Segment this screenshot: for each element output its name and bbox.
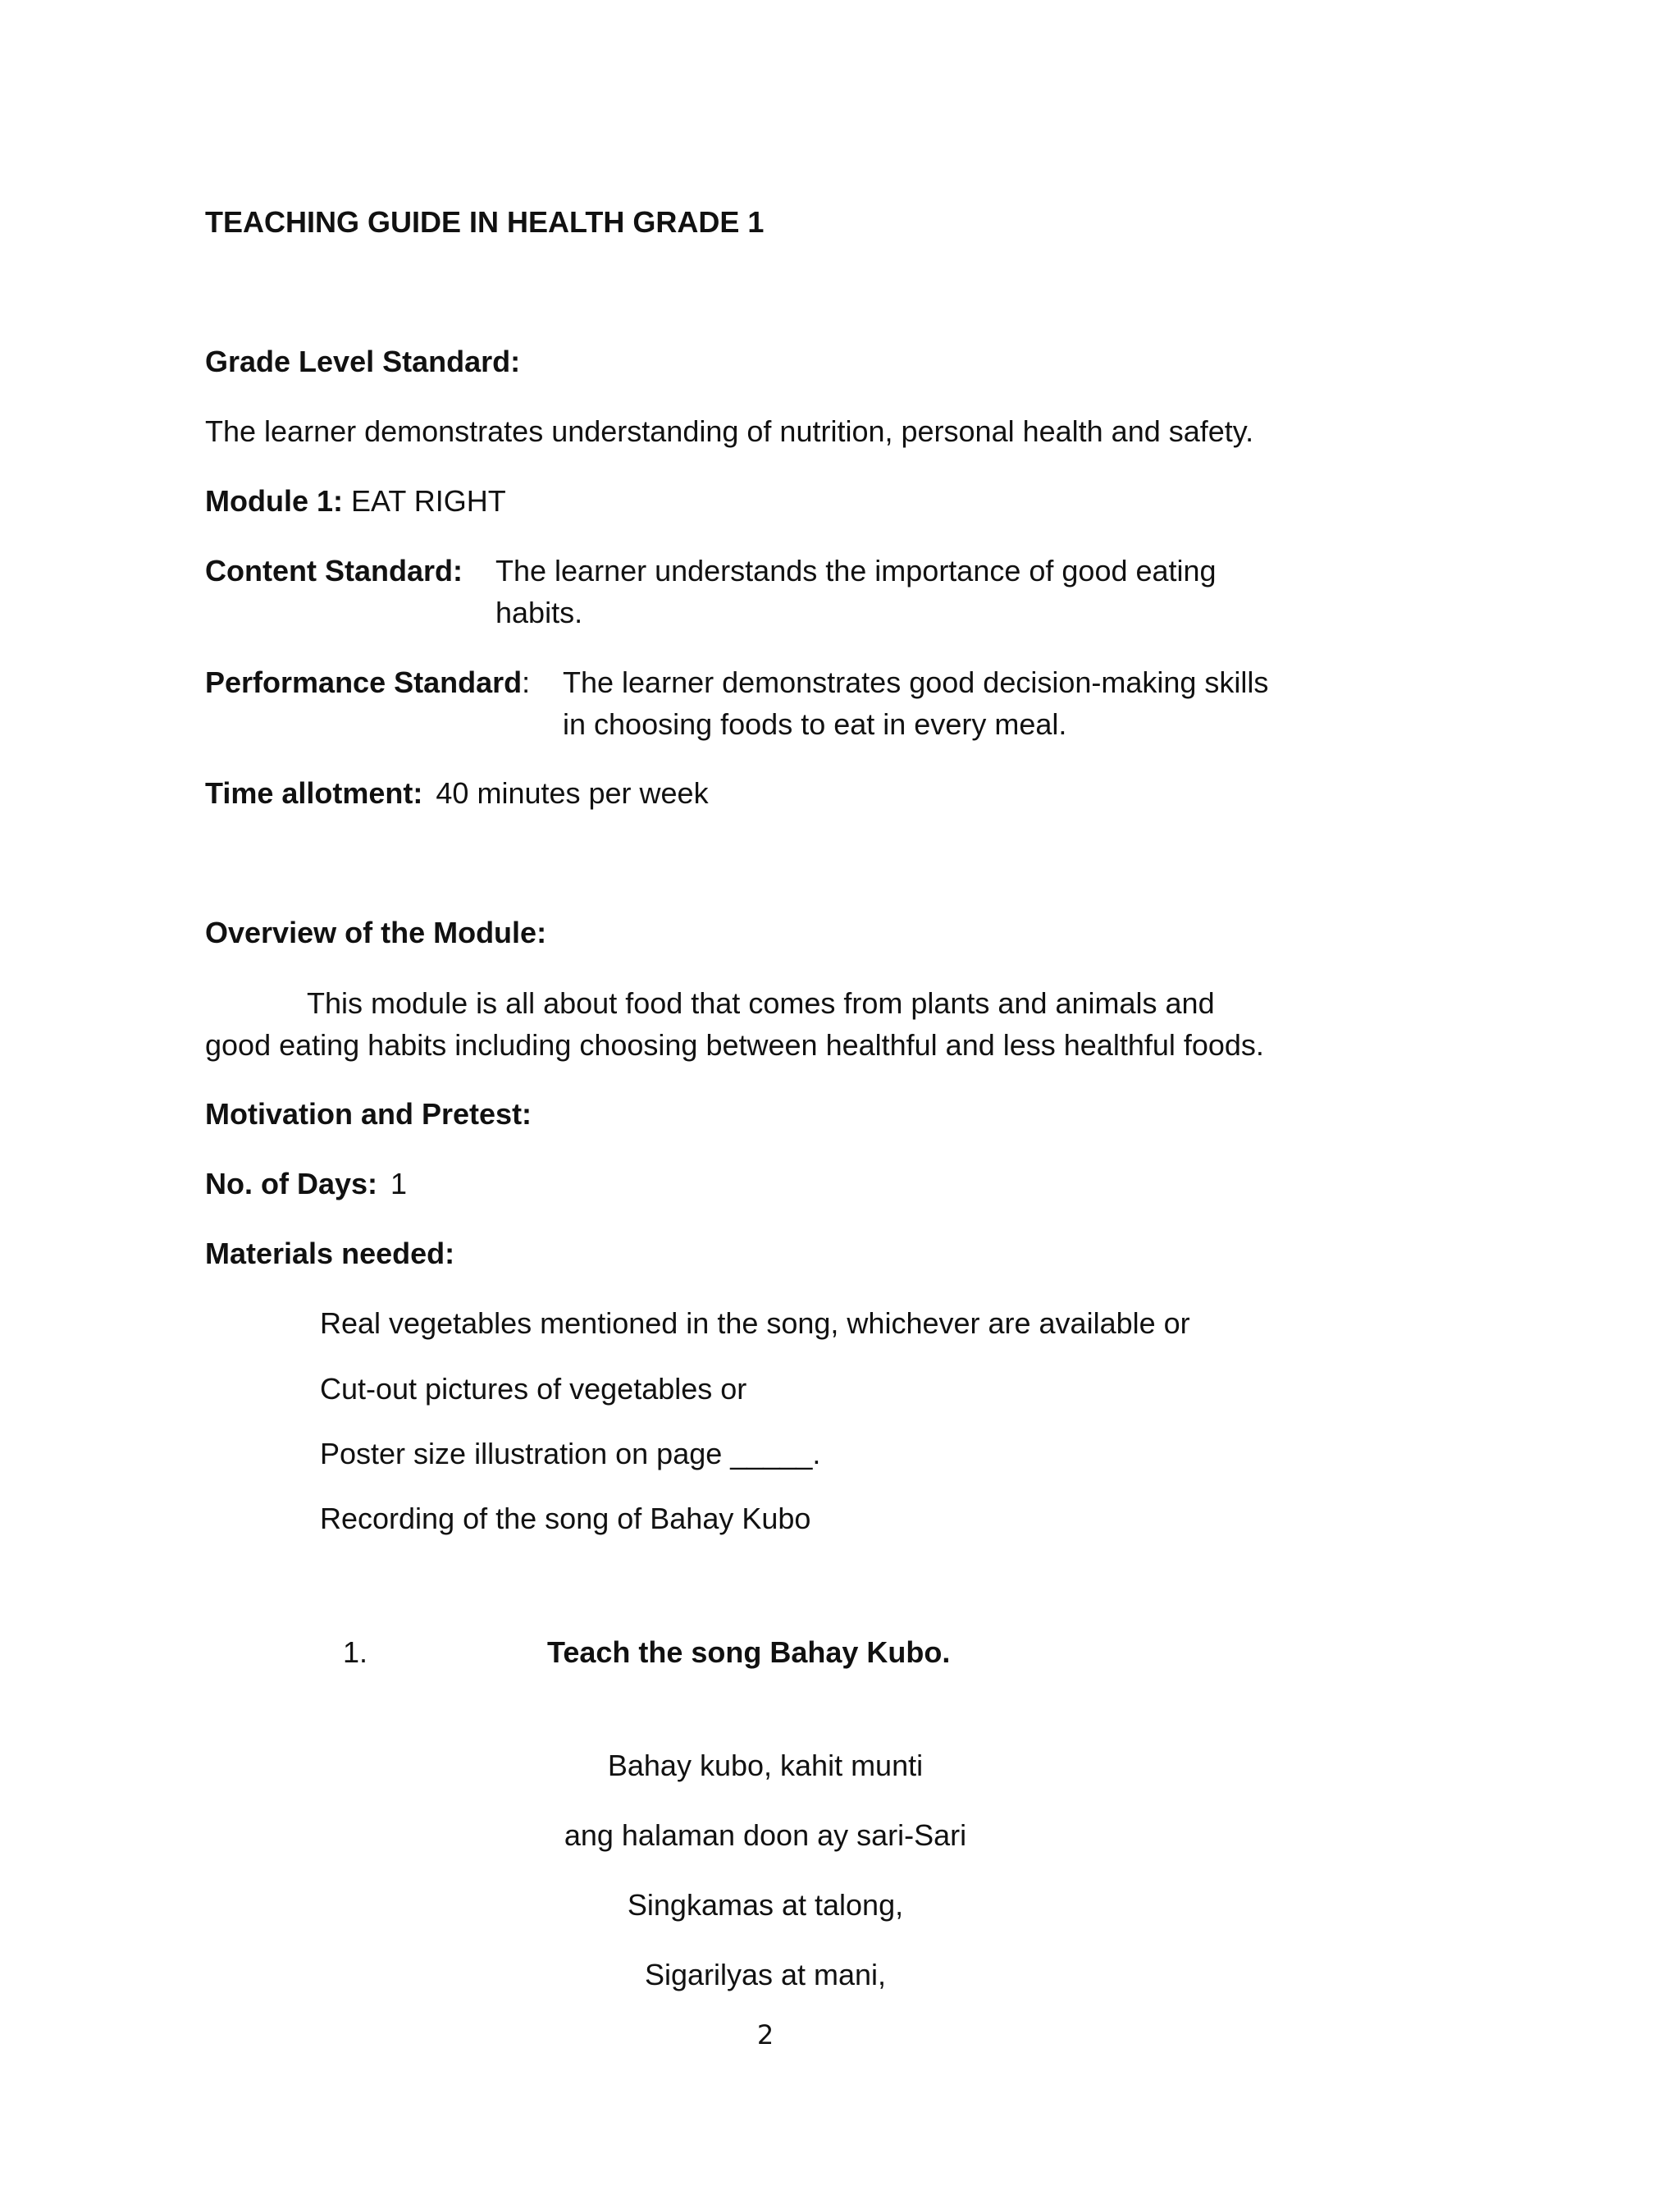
module-label: Module 1: — [205, 484, 343, 518]
song-line: Singkamas at talong, — [627, 1888, 904, 1922]
module-line — [205, 480, 506, 522]
material-item: Real vegetables mentioned in the song, whichever are available or — [320, 1306, 1190, 1340]
content-standard-label: Content Standard: — [205, 554, 463, 588]
step-number: 1. — [343, 1635, 368, 1669]
performance-standard-line2: in choosing foods to eat in every meal. — [563, 707, 1067, 741]
days-label: No. of Days: — [205, 1167, 378, 1200]
performance-standard-line1: The learner demonstrates good decision-making skills — [563, 665, 1269, 699]
grade-level-label: Grade Level Standard: — [205, 345, 521, 378]
time-allotment-label: Time allotment: — [205, 776, 423, 810]
performance-standard-heading — [205, 661, 530, 703]
content-standard-line1: The learner understands the importance of good eating — [495, 554, 1217, 588]
time-allotment-line — [205, 772, 709, 814]
performance-standard-label: Performance Standard — [205, 665, 523, 699]
step-text: Teach the song Bahay Kubo. — [547, 1635, 951, 1669]
performance-standard-colon: : — [522, 665, 531, 699]
song-line: ang halaman doon ay sari-Sari — [564, 1818, 967, 1852]
module-value: EAT RIGHT — [351, 484, 506, 518]
overview-label: Overview of the Module: — [205, 916, 547, 949]
song-line: Bahay kubo, kahit munti — [607, 1749, 924, 1782]
document-title: TEACHING GUIDE IN HEALTH GRADE 1 — [205, 205, 765, 239]
material-item: Poster size illustration on page _____. — [320, 1437, 821, 1470]
overview-line2: good eating habits including choosing between healthful and less healthful foods. — [205, 1028, 1264, 1062]
content-standard-line2: habits. — [495, 596, 583, 629]
time-allotment-value: 40 minutes per week — [436, 776, 709, 810]
days-line — [205, 1163, 407, 1205]
motivation-label: Motivation and Pretest: — [205, 1097, 532, 1131]
overview-line1: This module is all about food that comes from plants and animals and — [307, 986, 1215, 1020]
materials-label: Materials needed: — [205, 1237, 455, 1270]
song-line: Sigarilyas at mani, — [644, 1958, 887, 1991]
material-item: Recording of the song of Bahay Kubo — [320, 1502, 811, 1535]
grade-level-text: The learner demonstrates understanding of nutrition, personal health and safety. — [205, 414, 1254, 448]
days-value: 1 — [390, 1167, 408, 1200]
page-number: 2 — [756, 2019, 774, 2051]
material-item: Cut-out pictures of vegetables or — [320, 1372, 747, 1406]
